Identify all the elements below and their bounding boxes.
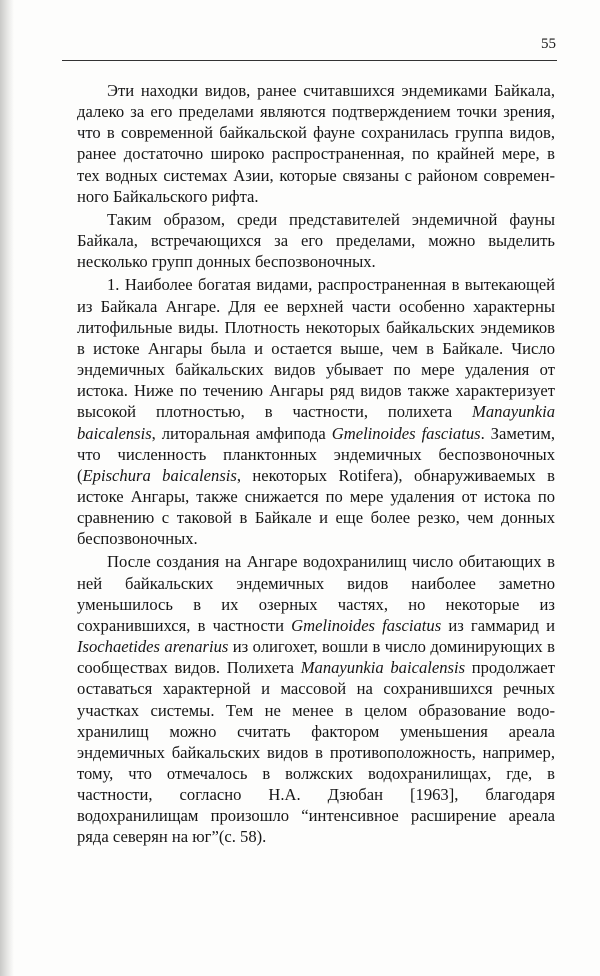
- text-run: Таким образом, среди представителей эндемичной фауны Байкала, встречающихся за его пределами, можно выделить несколько групп донных беспозвоночных.: [77, 209, 555, 272]
- text-run: , некоторых Rotifera), обнаруживаемых в истоке Ангары, также снижается по мере удаления от истока по сравнению с таковой в Байкале и еще более резко, чем донных беспозвоночных.: [77, 465, 555, 549]
- species-name: Epischura baicalensis: [82, 465, 237, 485]
- text-run: , литоральная амфипода: [151, 423, 332, 443]
- page-binding-shadow: [0, 0, 14, 976]
- text-run: из олигохет, вошли в число доминирующих в сообществах видов. Полихета: [77, 637, 555, 678]
- species-name: Gmelinoides fasciatus: [331, 423, 481, 443]
- text-run: Эти находки видов, ранее считавшихся эндемиками Байкала, далеко за его пределами являются подтверждением точки зрения, что в современной байкальской фауне сохранилась группа видов, ранее достаточно широко распространенная, по крайней мере, в тех водных системах Азии, которые связаны с районом современного Байкальского рифта.: [77, 81, 555, 206]
- species-name: Manayunkia baicalensis: [300, 658, 466, 678]
- text-run: 1. Наиболее богатая видами, распространенная в вытекающей из Байкала Ангаре. Для ее верхней части особенно характерны литофильные виды. Плотность некоторых байкальских эндемиков в истоке Ангары была и остается выше, чем в Байкале. Число эндемичных байкальских видов убывает по мере удаления от истока. Ниже по течению Ангары ряд видов также характеризует высокой плотностью, в частности, полихета: [77, 275, 555, 422]
- paragraph: [77, 551, 555, 847]
- body-text: [77, 80, 555, 848]
- paragraph: [77, 274, 555, 549]
- text-run: После создания на Ангаре водохранилищ число обитающих в ней байкальских эндемичных видов наиболее заметно уменьшилось в их озерных частях, но некоторые из сохранившихся, в частности: [77, 552, 555, 635]
- page-number: 55: [541, 36, 556, 52]
- text-run: . Заметим, что численность планктонных эндемичных беспозвоночных (: [77, 423, 556, 485]
- species-name: Isochaetides arenarius: [77, 637, 229, 657]
- species-name: Gmelinoides fasciatus: [291, 615, 442, 635]
- header-rule: [62, 60, 557, 61]
- paragraph: [77, 80, 555, 207]
- species-name: Manayunkia baicalensis: [77, 402, 555, 443]
- text-run: из гаммарид и: [441, 615, 555, 635]
- paragraph: [77, 209, 555, 272]
- text-run: продолжает оставаться характерной и массовой на сохранившихся речных участках системы. Тем не менее в целом образование водохранилищ можно считать фактором уменьшения ареала эндемичных байкальских видов в противоположность, например, тому, что отмечалось в волжских водохранилищах, где, в частности, согласно Н.А. Дзюбан [1963], благодаря водохранилищам произошло “интенсивное расширение ареала ряда северян на юг”(с. 58).: [77, 658, 555, 847]
